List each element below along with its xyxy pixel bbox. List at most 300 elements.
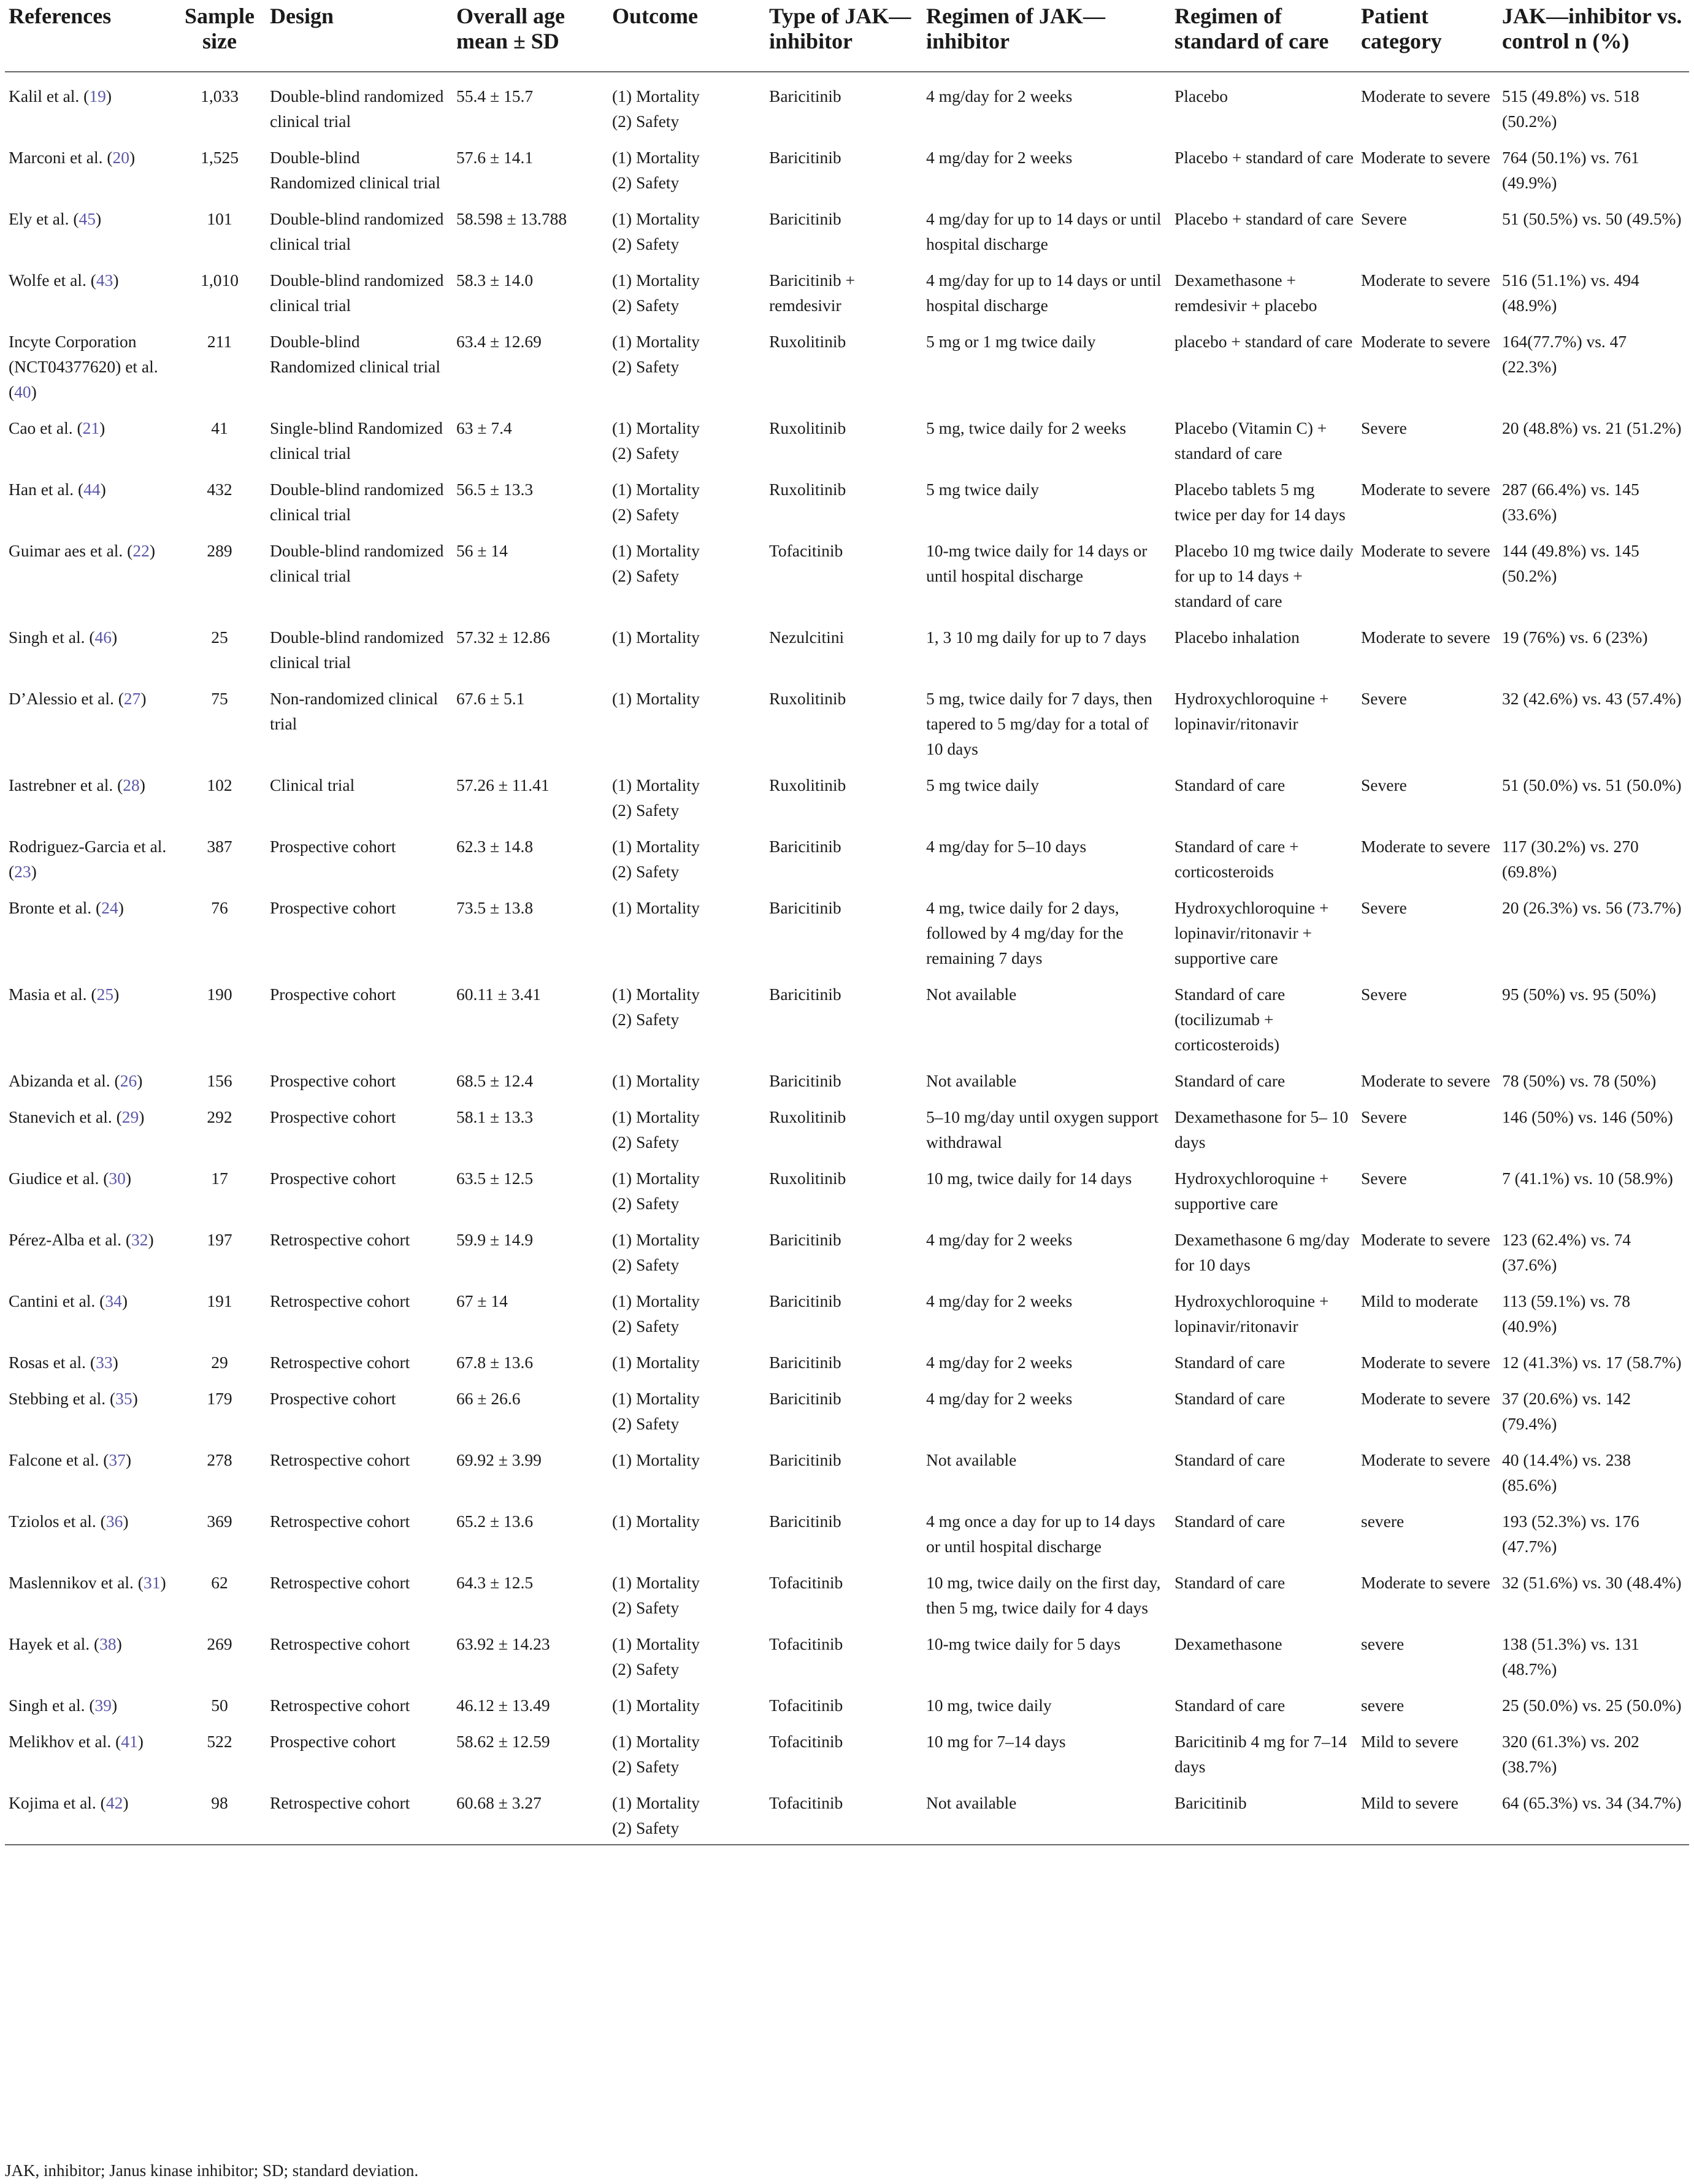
cell-jak-type: Baricitinib (769, 1512, 841, 1531)
citation-link[interactable]: 44 (83, 480, 101, 499)
outcome-item: (2) Safety (612, 1598, 680, 1617)
outcome-item: (2) Safety (612, 1414, 680, 1433)
cell-reference (5, 1093, 173, 1155)
citation-link[interactable]: 36 (105, 1512, 123, 1531)
cell-vs-control: 113 (59.1%) vs. 78 (40.9%) (1502, 1291, 1631, 1336)
cell-design: Prospective cohort (270, 1107, 396, 1126)
cell-sample-size: 50 (211, 1696, 228, 1715)
table-row (5, 1498, 1689, 1559)
cell-age: 63.92 ± 14.23 (456, 1634, 550, 1653)
table-row (5, 675, 1689, 761)
cell-age: 67 ± 14 (456, 1291, 508, 1310)
header-jak-regimen: Regimen of JAK—inhibitor (922, 0, 1171, 72)
citation-link[interactable]: 31 (143, 1573, 161, 1592)
cell-reference (5, 256, 173, 318)
author-text: Marconi et al. ( (9, 148, 113, 167)
cell-vs-control: 138 (51.3%) vs. 131 (48.7%) (1502, 1634, 1639, 1678)
cell-soc-regimen: Placebo + standard of care (1175, 148, 1354, 167)
cell-design: Prospective cohort (270, 1071, 396, 1090)
header-references: References (5, 0, 173, 72)
citation-link[interactable]: 33 (96, 1353, 113, 1372)
cell-age: 58.3 ± 14.0 (456, 271, 534, 290)
cell-soc-regimen: Hydroxychloroquine + lopinavir/ritonavir (1175, 1291, 1329, 1336)
cell-jak-type: Baricitinib (769, 1389, 841, 1408)
cell-sample-size: 292 (207, 1107, 232, 1126)
author-text: Masia et al. ( (9, 985, 97, 1004)
citation-link[interactable]: 28 (123, 775, 140, 794)
outcome-item: (1) Mortality (612, 775, 700, 794)
cell-vs-control: 164(77.7%) vs. 47 (22.3%) (1502, 332, 1627, 376)
cell-jak-regimen: 4 mg once a day for up to 14 days or until hospital discharge (926, 1512, 1156, 1556)
cell-age: 57.26 ± 11.41 (456, 775, 550, 794)
citation-link[interactable]: 24 (101, 898, 118, 917)
cell-outcome (608, 1779, 765, 1845)
citation-link[interactable]: 39 (94, 1696, 112, 1715)
cell-patient-category: Moderate to severe (1361, 1071, 1490, 1090)
cell-age: 73.5 ± 13.8 (456, 898, 534, 917)
citation-close: ) (105, 87, 112, 106)
cell-reference (5, 1620, 173, 1682)
cell-jak-type: Baricitinib (769, 985, 841, 1004)
cell-soc-regimen: Standard of care (1175, 1512, 1286, 1531)
cell-soc-regimen: Dexamethasone 6 mg/day for 10 days (1175, 1230, 1350, 1274)
table-row (5, 1620, 1689, 1682)
cell-sample-size: 1,033 (201, 87, 239, 106)
cell-jak-regimen: 4 mg/day for 2 weeks (926, 87, 1073, 106)
citation-link[interactable]: 29 (121, 1107, 139, 1126)
cell-design: Double-blind randomized clinical trial (270, 628, 444, 672)
outcome-item: (2) Safety (612, 1132, 680, 1152)
cell-sample-size: 1,525 (201, 148, 239, 167)
cell-age: 57.6 ± 14.1 (456, 148, 534, 167)
cell-design: Prospective cohort (270, 985, 396, 1004)
cell-outcome (608, 1093, 765, 1155)
cell-sample-size: 29 (211, 1353, 228, 1372)
table-row (5, 1057, 1689, 1093)
cell-age: 63.5 ± 12.5 (456, 1169, 534, 1188)
cell-reference (5, 971, 173, 1057)
cell-outcome (608, 1436, 765, 1498)
citation-link[interactable]: 27 (123, 689, 141, 708)
cell-patient-category: Moderate to severe (1361, 332, 1490, 351)
cell-vs-control: 320 (61.3%) vs. 202 (38.7%) (1502, 1732, 1639, 1776)
citation-link[interactable]: 23 (14, 862, 31, 881)
cell-patient-category: Moderate to severe (1361, 271, 1490, 290)
cell-sample-size: 278 (207, 1450, 232, 1469)
header-jak-type: Type of JAK—inhibitor (765, 0, 922, 72)
cell-patient-category: Moderate to severe (1361, 837, 1490, 856)
cell-sample-size: 98 (173, 1779, 266, 1845)
cell-jak-type: Baricitinib (769, 1230, 841, 1249)
cell-vs-control: 287 (66.4%) vs. 145 (33.6%) (1502, 480, 1639, 524)
cell-jak-type: Ruxolitinib (769, 480, 846, 499)
cell-reference (5, 1375, 173, 1436)
cell-vs-control: 51 (50.0%) vs. 51 (50.0%) (1502, 775, 1682, 794)
cell-age: 56 ± 14 (456, 541, 508, 560)
cell-outcome (608, 675, 765, 761)
cell-sample-size: 289 (207, 541, 232, 560)
author-text: Kojima et al. ( (9, 1793, 106, 1812)
cell-outcome (608, 884, 765, 971)
cell-reference (5, 1682, 173, 1718)
outcome-item: (1) Mortality (612, 1107, 700, 1126)
citation-link[interactable]: 32 (131, 1230, 148, 1249)
outcome-item: (1) Mortality (612, 689, 700, 708)
author-text: Incyte Corporation (NCT04377620) et al. ( (9, 332, 158, 401)
cell-soc-regimen: Standard of care (1175, 1389, 1286, 1408)
cell-design: Retrospective cohort (270, 1573, 410, 1592)
cell-vs-control: 78 (50%) vs. 78 (50%) (1502, 1071, 1657, 1090)
cell-soc-regimen: Placebo tablets 5 mg twice per day for 14 days (1175, 480, 1346, 524)
author-text: Stebbing et al. ( (9, 1389, 116, 1408)
header-sample-size: Sample size (173, 0, 266, 72)
cell-design: Retrospective cohort (270, 1291, 410, 1310)
cell-jak-type: Baricitinib (769, 837, 841, 856)
cell-outcome (608, 1620, 765, 1682)
cell-design: Double-blind randomized clinical trial (270, 271, 444, 315)
outcome-item: (1) Mortality (612, 1732, 700, 1751)
cell-sample-size: 211 (207, 332, 232, 351)
author-text: Ely et al. ( (9, 209, 79, 228)
cell-jak-type: Baricitinib (769, 898, 841, 917)
cell-soc-regimen: Placebo (Vitamin C) + standard of care (1175, 418, 1327, 463)
cell-reference (5, 1718, 173, 1779)
cell-vs-control: 40 (14.4%) vs. 238 (85.6%) (1502, 1450, 1631, 1494)
author-text: Falcone et al. ( (9, 1450, 109, 1469)
outcome-item: (1) Mortality (612, 628, 700, 647)
outcome-item: (2) Safety (612, 1010, 680, 1029)
author-text: Stanevich et al. ( (9, 1107, 122, 1126)
cell-reference (5, 1057, 173, 1093)
cell-patient-category: Moderate to severe (1361, 87, 1490, 106)
cell-reference (5, 318, 173, 404)
cell-reference (5, 404, 173, 466)
cell-soc-regimen: Dexamethasone for 5– 10 days (1175, 1107, 1349, 1152)
outcome-item: (1) Mortality (612, 1696, 700, 1715)
header-vs-control: JAK—inhibitor vs. control n (%) (1498, 0, 1689, 72)
cell-reference (5, 613, 173, 675)
cell-sample-size: 197 (207, 1230, 232, 1249)
cell-vs-control: 20 (48.8%) vs. 21 (51.2%) (1502, 418, 1682, 437)
outcome-item: (2) Safety (612, 1659, 680, 1678)
outcome-item: (1) Mortality (612, 418, 700, 437)
author-text: D’Alessio et al. ( (9, 689, 124, 708)
citation-link[interactable]: 21 (82, 418, 100, 437)
cell-age: 58.62 ± 12.59 (456, 1732, 550, 1751)
cell-jak-regimen: 4 mg/day for 5–10 days (926, 837, 1087, 856)
cell-soc-regimen: Baricitinib (1171, 1779, 1357, 1845)
citation-link[interactable]: 25 (96, 985, 114, 1004)
outcome-item: (1) Mortality (612, 1353, 700, 1372)
cell-patient-category: Severe (1361, 775, 1407, 794)
cell-outcome (608, 1375, 765, 1436)
citation-link[interactable]: 20 (112, 148, 130, 167)
citation-link[interactable]: 37 (109, 1450, 126, 1469)
outcome-item: (1) Mortality (612, 1230, 700, 1249)
cell-outcome (608, 1559, 765, 1620)
cell-outcome (608, 1339, 765, 1375)
cell-age: 60.11 ± 3.41 (456, 985, 541, 1004)
citation-close: ) (139, 1107, 145, 1126)
outcome-item: (1) Mortality (612, 1291, 700, 1310)
cell-soc-regimen: placebo + standard of care (1175, 332, 1353, 351)
citation-close: ) (132, 1389, 138, 1408)
author-text: Rosas et al. ( (9, 1353, 96, 1372)
cell-jak-regimen: 4 mg/day for 2 weeks (926, 1353, 1073, 1372)
cell-soc-regimen: Standard of care (1175, 1450, 1286, 1469)
author-text: Cantini et al. ( (9, 1291, 105, 1310)
cell-jak-type: Baricitinib + remdesivir (769, 271, 855, 315)
cell-jak-type: Ruxolitinib (769, 332, 846, 351)
cell-patient-category: Moderate to severe (1361, 1573, 1490, 1592)
table-row (5, 318, 1689, 404)
cell-design: Double-blind randomized clinical trial (270, 209, 444, 253)
cell-soc-regimen: Standard of care (tocilizumab + corticosteroids) (1175, 985, 1286, 1054)
table-row (5, 1216, 1689, 1277)
outcome-item: (1) Mortality (612, 1573, 700, 1592)
cell-soc-regimen: Standard of care (1175, 1573, 1286, 1592)
outcome-item: (1) Mortality (612, 148, 700, 167)
cell-design: Prospective cohort (270, 1169, 396, 1188)
cell-jak-regimen: 5 mg twice daily (926, 480, 1040, 499)
header-soc-regimen: Regimen of standard of care (1171, 0, 1357, 72)
citation-link[interactable]: 46 (94, 628, 112, 647)
table-row (5, 195, 1689, 256)
cell-age: 65.2 ± 13.6 (456, 1512, 534, 1531)
table-row (5, 884, 1689, 971)
cell-jak-type: Nezulcitini (769, 628, 845, 647)
cell-vs-control: 123 (62.4%) vs. 74 (37.6%) (1502, 1230, 1631, 1274)
cell-reference (5, 1216, 173, 1277)
cell-jak-type: Baricitinib (769, 1291, 841, 1310)
cell-vs-control: 117 (30.2%) vs. 270 (69.8%) (1502, 837, 1639, 881)
outcome-item: (2) Safety (612, 1194, 680, 1213)
outcome-item: (2) Safety (612, 296, 680, 315)
citation-close: ) (123, 1512, 129, 1531)
cell-design: Prospective cohort (270, 898, 396, 917)
header-patient-category: Patient category (1357, 0, 1498, 72)
cell-vs-control: 7 (41.1%) vs. 10 (58.9%) (1502, 1169, 1673, 1188)
cell-sample-size: 432 (207, 480, 232, 499)
citation-close: ) (137, 1732, 144, 1751)
cell-patient-category: Severe (1361, 418, 1407, 437)
cell-jak-type: Baricitinib (769, 1450, 841, 1469)
cell-jak-regimen: 4 mg/day for 2 weeks (926, 1291, 1073, 1310)
citation-close: ) (112, 1696, 118, 1715)
cell-sample-size: 522 (207, 1732, 232, 1751)
cell-patient-category: Moderate to severe (1361, 1353, 1490, 1372)
cell-reference (5, 195, 173, 256)
citation-link[interactable]: 34 (105, 1291, 122, 1310)
cell-outcome (608, 72, 765, 134)
cell-design: Single-blind Randomized clinical trial (270, 418, 443, 463)
cell-sample-size: 62 (211, 1573, 228, 1592)
author-text: Maslennikov et al. ( (9, 1573, 144, 1592)
citation-link[interactable]: 40 (14, 382, 31, 401)
outcome-item: (2) Safety (612, 173, 680, 192)
citation-link[interactable]: 42 (105, 1793, 123, 1812)
cell-vs-control: 32 (42.6%) vs. 43 (57.4%) (1502, 689, 1682, 708)
cell-outcome (608, 1216, 765, 1277)
cell-jak-type: Ruxolitinib (769, 418, 846, 437)
citation-close: ) (125, 1450, 132, 1469)
cell-soc-regimen: Dexamethasone (1175, 1634, 1282, 1653)
author-text: Singh et al. ( (9, 628, 95, 647)
cell-jak-regimen: 5 mg or 1 mg twice daily (926, 332, 1096, 351)
table-row (5, 466, 1689, 527)
cell-outcome (608, 1498, 765, 1559)
outcome-item: (2) Safety (612, 505, 680, 524)
citation-link[interactable]: 35 (115, 1389, 132, 1408)
cell-outcome (608, 1057, 765, 1093)
cell-outcome (608, 527, 765, 613)
outcome-item: (1) Mortality (612, 837, 700, 856)
header-design: Design (266, 0, 453, 72)
cell-jak-type: Ruxolitinib (769, 1107, 846, 1126)
outcome-item: (1) Mortality (612, 985, 700, 1004)
table-container (5, 0, 1689, 1845)
cell-vs-control: 516 (51.1%) vs. 494 (48.9%) (1502, 271, 1639, 315)
cell-design: Prospective cohort (270, 1732, 396, 1751)
cell-jak-type: Tofacitinib (769, 541, 843, 560)
header-outcome: Outcome (608, 0, 765, 72)
cell-sample-size: 75 (211, 689, 228, 708)
cell-jak-regimen: 1, 3 10 mg daily for up to 7 days (926, 628, 1146, 647)
citation-link[interactable]: 38 (99, 1634, 117, 1653)
author-text: Singh et al. ( (9, 1696, 95, 1715)
cell-patient-category: Moderate to severe (1361, 148, 1490, 167)
citation-link[interactable]: 30 (109, 1169, 126, 1188)
citation-close: ) (121, 1291, 128, 1310)
outcome-item: (1) Mortality (612, 1071, 700, 1090)
cell-jak-regimen: 10 mg, twice daily on the first day, then 5 mg, twice daily for 4 days (926, 1573, 1161, 1617)
cell-jak-regimen: 5 mg twice daily (926, 775, 1040, 794)
table-row (5, 1155, 1689, 1216)
table-row (5, 823, 1689, 884)
cell-patient-category: Mild to severe (1357, 1779, 1498, 1845)
cell-vs-control: 64 (65.3%) vs. 34 (34.7%) (1498, 1779, 1689, 1845)
cell-patient-category: Moderate to severe (1361, 628, 1490, 647)
cell-sample-size: 1,010 (201, 271, 239, 290)
cell-soc-regimen: Placebo 10 mg twice daily for up to 14 days + standard of care (1175, 541, 1354, 610)
cell-soc-regimen: Placebo + standard of care (1175, 209, 1354, 228)
cell-soc-regimen: Standard of care (1175, 775, 1286, 794)
studies-table (5, 0, 1689, 1845)
cell-outcome (608, 1277, 765, 1339)
cell-patient-category: Severe (1361, 1169, 1407, 1188)
author-text: Abizanda et al. ( (9, 1071, 120, 1090)
cell-age: 68.5 ± 12.4 (456, 1071, 534, 1090)
outcome-item: (1) Mortality (612, 332, 700, 351)
cell-vs-control: 12 (41.3%) vs. 17 (58.7%) (1502, 1353, 1682, 1372)
author-text: Iastrebner et al. ( (9, 775, 123, 794)
cell-design: Double-blind randomized clinical trial (270, 87, 444, 131)
citation-close: ) (96, 209, 102, 228)
outcome-item: (1) Mortality (612, 1512, 700, 1531)
cell-age: 58.1 ± 13.3 (456, 1107, 534, 1126)
cell-sample-size: 76 (211, 898, 228, 917)
cell-jak-regimen: 5–10 mg/day until oxygen support withdrawal (926, 1107, 1159, 1152)
table-row (5, 404, 1689, 466)
cell-design: Prospective cohort (270, 1389, 396, 1408)
citation-link[interactable]: 19 (89, 87, 106, 106)
cell-jak-type: Tofacitinib (765, 1779, 922, 1845)
cell-jak-regimen: 4 mg/day for up to 14 days or until hospital discharge (926, 271, 1162, 315)
cell-soc-regimen: Hydroxychloroquine + supportive care (1175, 1169, 1329, 1213)
table-row (5, 527, 1689, 613)
author-text: Tziolos et al. ( (9, 1512, 106, 1531)
table-row (5, 1339, 1689, 1375)
cell-soc-regimen: Standard of care (1175, 1696, 1286, 1715)
table-row (5, 1718, 1689, 1779)
cell-jak-regimen: 4 mg, twice daily for 2 days, followed by 4 mg/day for the remaining 7 days (926, 898, 1124, 967)
cell-outcome (608, 404, 765, 466)
table-row (5, 1559, 1689, 1620)
outcome-item: (1) Mortality (612, 1793, 700, 1812)
citation-close: ) (113, 271, 119, 290)
cell-jak-regimen: 10 mg, twice daily for 14 days (926, 1169, 1132, 1188)
cell-outcome (608, 1718, 765, 1779)
cell-patient-category: Moderate to severe (1361, 480, 1490, 499)
cell-reference (5, 1339, 173, 1375)
cell-soc-regimen: Hydroxychloroquine + lopinavir/ritonavir + supportive care (1175, 898, 1329, 967)
cell-sample-size: 387 (207, 837, 232, 856)
citation-close: ) (137, 1071, 143, 1090)
citation-link[interactable]: 22 (132, 541, 150, 560)
citation-close: ) (129, 148, 136, 167)
cell-soc-regimen: Baricitinib 4 mg for 7–14 days (1175, 1732, 1347, 1776)
cell-sample-size: 156 (207, 1071, 232, 1090)
author-text: Hayek et al. ( (9, 1634, 100, 1653)
cell-vs-control: 25 (50.0%) vs. 25 (50.0%) (1502, 1696, 1682, 1715)
cell-design: Retrospective cohort (270, 1634, 410, 1653)
cell-reference (5, 134, 173, 195)
author-text: Han et al. ( (9, 480, 84, 499)
outcome-item: (1) Mortality (612, 271, 700, 290)
cell-soc-regimen: Dexamethasone + remdesivir + placebo (1175, 271, 1317, 315)
cell-jak-type: Baricitinib (769, 87, 841, 106)
citation-link[interactable]: 26 (120, 1071, 137, 1090)
cell-sample-size: 25 (211, 628, 228, 647)
cell-age: 69.92 ± 3.99 (456, 1450, 542, 1469)
table-row (5, 1779, 1689, 1845)
author-text: Wolfe et al. ( (9, 271, 96, 290)
citation-close: ) (118, 898, 124, 917)
citation-link[interactable]: 45 (79, 209, 96, 228)
cell-jak-regimen: 5 mg, twice daily for 7 days, then tapered to 5 mg/day for a total of 10 days (926, 689, 1152, 758)
citation-link[interactable]: 43 (96, 271, 113, 290)
cell-reference (5, 675, 173, 761)
outcome-item: (1) Mortality (612, 1389, 700, 1408)
citation-close: ) (139, 775, 145, 794)
cell-age: 63 ± 7.4 (456, 418, 512, 437)
cell-soc-regimen: Hydroxychloroquine + lopinavir/ritonavir (1175, 689, 1329, 733)
cell-jak-regimen: 4 mg/day for up to 14 days or until hospital discharge (926, 209, 1162, 253)
cell-patient-category: Mild to moderate (1361, 1291, 1478, 1310)
author-text: Cao et al. ( (9, 418, 83, 437)
outcome-item: (1) Mortality (612, 898, 700, 917)
cell-design: Double-blind Randomized clinical trial (270, 148, 440, 192)
citation-link[interactable]: 41 (121, 1732, 138, 1751)
cell-vs-control: 146 (50%) vs. 146 (50%) (1502, 1107, 1673, 1126)
cell-patient-category: Severe (1361, 689, 1407, 708)
cell-soc-regimen: Placebo inhalation (1175, 628, 1300, 647)
cell-design: Retrospective cohort (270, 1230, 410, 1249)
cell-outcome (608, 823, 765, 884)
cell-jak-regimen: Not available (926, 1071, 1017, 1090)
cell-jak-regimen: 4 mg/day for 2 weeks (926, 1389, 1073, 1408)
cell-design: Clinical trial (270, 775, 355, 794)
